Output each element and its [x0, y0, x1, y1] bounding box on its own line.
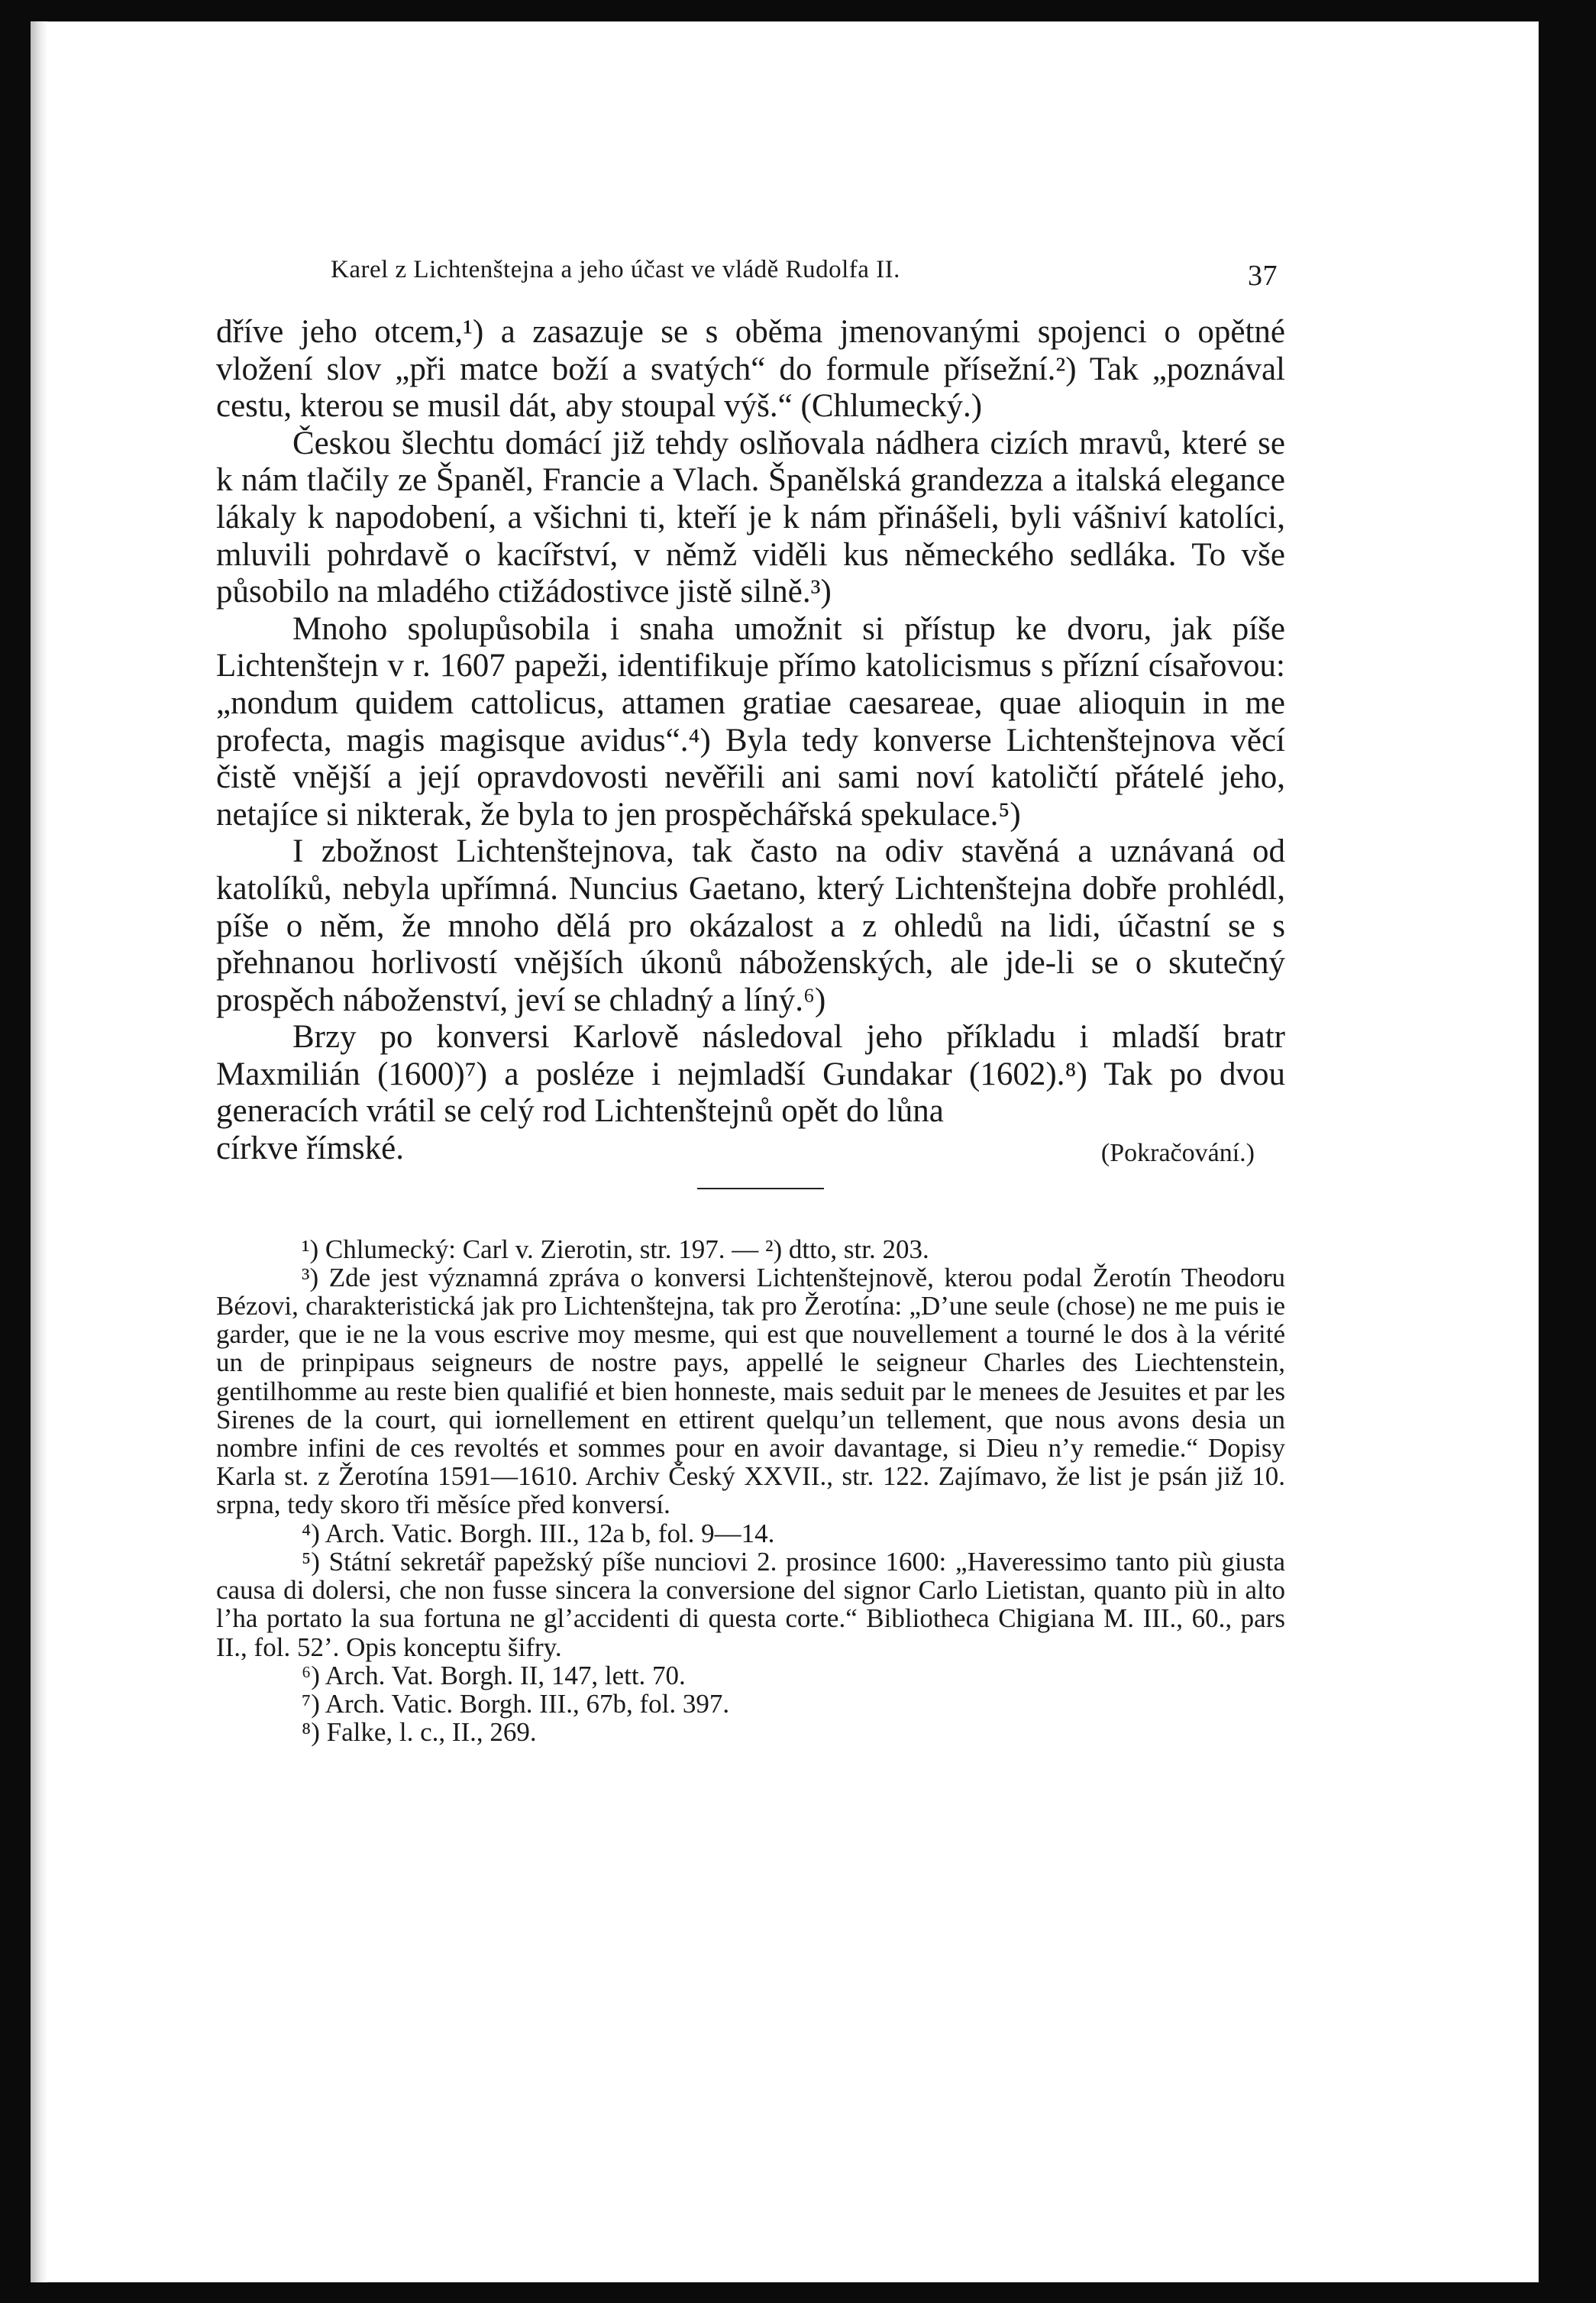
page-binding-edge	[31, 21, 47, 2282]
footnote-separator	[697, 1188, 824, 1189]
page-number: 37	[1248, 260, 1278, 292]
continued-note: (Pokračování.)	[1100, 1139, 1255, 1168]
paragraph-5-end: církve římské.	[216, 1130, 404, 1167]
paragraph-2: Českou šlechtu domácí již tehdy oslňovala nádhera cizích mravů, které se k nám tlačily ze Španěl, Francie a Vlach. Španělská grandezza a italská elegance lákaly k napodobení, a všichni ti, kteří je k nám přinášeli, byli vášniví katolíci, mluvili pohrdavě o kacířství, v němž viděli kus německého sedláka. To vše působilo na mladého ctižádostivce jistě silně.³)	[216, 425, 1285, 610]
footnote-7: ⁷) Arch. Vatic. Borgh. III., 67b, fol. 397.	[302, 1688, 730, 1719]
paragraph-3: Mnoho spolupůsobila i snaha umožnit si přístup ke dvoru, jak píše Lichtenštejn v r. 1607 papeži, identifikuje přímo katolicismus s přízní císařovou: „nondum quidem cattolicus, attamen gratiae caesareae, quae alioquin in me profecta, magis magisque avidus“.⁴) Byla tedy konverse Lichtenštejnova věcí čistě vnější a její opravdovosti nevěřili ani sami noví katoličtí přátelé jeho, netajíce si nikterak, že byla to jen prospěchářská spekulace.⁵)	[216, 610, 1285, 833]
footnote-8: ⁸) Falke, l. c., II., 269.	[302, 1717, 537, 1748]
paragraph-5: Brzy po konversi Karlově následoval jeho příkladu i mladší bratr Maxmilián (1600)⁷) a posléze i nejmladší Gundakar (1602).⁸) Tak po dvou generacích vrátil se celý rod Lichtenštejnů opět do lůna	[216, 1019, 1285, 1130]
footnote-3: ³) Zde jest významná zpráva o konversi Lichtenštejnově, kterou podal Žerotín Theodoru Bézovi, charakteristická jak pro Lichtenštejna, tak pro Žerotína: „D’une seule (chose) ne me puis ie garder, que ie ne la vous escrive moy mesme, qui est que nouvellement a tourné le dos à la vérité un de prinpipaus seigneurs de nostre pays, appellé le seigneur Charles des Liechtenstein, gentilhomme au reste bien qualifié et bien honneste, mais seduit par le menees de Jesuites et par les Sirenes de la court, qui iornellement en ettirent quelqu’un tellement, que nous avons desia un nombre infini de ces revoltés et sommes pour en avoir davantage, si Dieu n’y remedie.“ Dopisy Karla st. z Žerotína 1591—1610. Archiv Český XXVII., str. 122. Zajímavo, že list je psán již 10. srpna, tedy skoro tři měsíce před konversí.	[216, 1262, 1285, 1520]
paragraph-5-last-line	[216, 1130, 1285, 1173]
footnote-1-2: ¹) Chlumecký: Carl v. Zierotin, str. 197. — ²) dtto, str. 203.	[302, 1234, 929, 1264]
paragraph-4: I zbožnost Lichtenštejnova, tak často na odiv stavěná a uznávaná od katolíků, nebyla upřímná. Nuncius Gaetano, který Lichtenštejna dobře prohlédl, píše o něm, že mnoho dělá pro okázalost a z ohledů na lidi, účastní se s přehnanou horlivostí vnějších úkonů náboženských, ale jde-li se o skutečný prospěch náboženství, jeví se chladný a líný.⁶)	[216, 833, 1285, 1018]
footnotes	[216, 1235, 1285, 1747]
footnote-5: ⁵) Státní sekretář papežský píše nunciovi 2. prosince 1600: „Haveressimo tanto più giusta causa di dolersi, che non fusse sincera la conversione del signor Carlo Lietistan, quanto più in alto l’ha portato la sua fortuna ne gl’accidenti di questa corte.“ Bibliotheca Chigiana M. III., 60., pars II., fol. 52’. Opis konceptu šifry.	[216, 1546, 1285, 1662]
footnote-4: ⁴) Arch. Vatic. Borgh. III., 12a b, fol. 9—14.	[302, 1518, 775, 1548]
running-head-title: Karel z Lichtenštejna a jeho účast ve vládě Rudolfa II.	[331, 256, 900, 283]
page-content	[216, 248, 1285, 1746]
running-head	[216, 248, 1285, 294]
footnote-6: ⁶) Arch. Vat. Borgh. II, 147, lett. 70.	[302, 1660, 686, 1690]
paragraph-1: dříve jeho otcem,¹) a zasazuje se s oběma jmenovanými spojenci o opětné vložení slov „při matce boží a svatých“ do formule přísežní.²) Tak „poznával cestu, kterou se musil dát, aby stoupal výš.“ (Chlumecký.)	[216, 314, 1285, 425]
body-text	[216, 314, 1285, 1173]
